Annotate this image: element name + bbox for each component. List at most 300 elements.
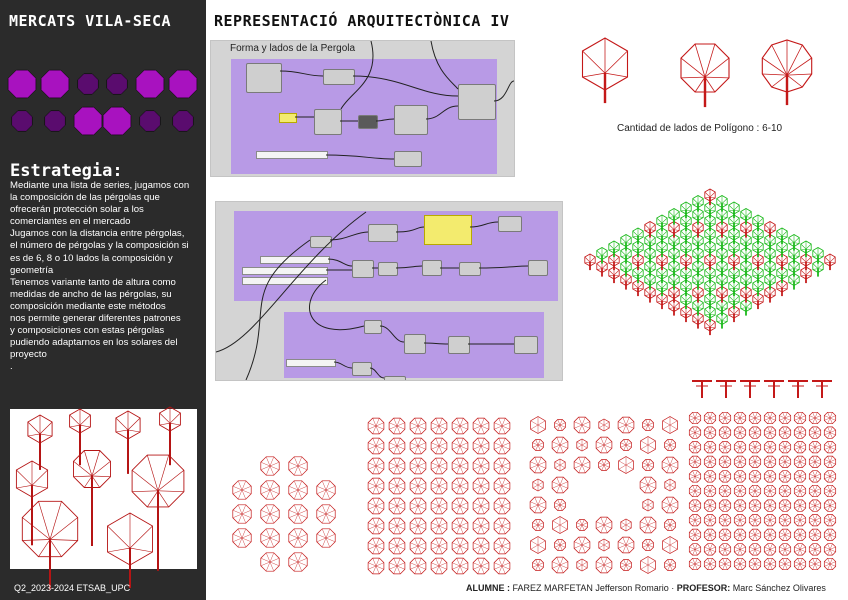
octagon-swatch — [169, 70, 197, 98]
pergola-rib — [777, 244, 782, 249]
pergola-rib — [762, 58, 787, 75]
pergola-rib — [710, 218, 715, 223]
pergola-rib — [729, 309, 734, 314]
pergola-rib — [681, 309, 686, 314]
project-title: MERCATS VILA-SECA — [9, 12, 172, 30]
pergola-plan-spoke — [648, 441, 655, 445]
pergola-rib — [734, 244, 739, 249]
pergola-rib — [787, 74, 812, 75]
pergola-rib — [729, 205, 734, 210]
pergola-plan-spoke — [538, 421, 545, 425]
pergola-rib — [705, 322, 710, 327]
pergola-plan-spoke — [670, 541, 677, 545]
pergola-plan-spoke — [670, 482, 675, 485]
pergola-rib — [686, 309, 691, 314]
credits — [466, 583, 826, 593]
pergola-rib — [621, 264, 626, 269]
pergola-rib — [705, 283, 710, 288]
pergola-rib — [695, 44, 705, 77]
definition-label: Forma y lados de la Pergola — [230, 43, 356, 54]
pergola-rib — [657, 257, 662, 262]
pergola-rib — [770, 290, 775, 295]
pergola-rib — [650, 251, 655, 256]
plan-pattern-1 — [228, 452, 346, 572]
strategy-line: Tenemos variante tanto de altura como — [10, 276, 176, 288]
pergola-plan-spoke — [670, 421, 677, 425]
pergola-rib — [698, 316, 703, 321]
pergola-plan-spoke — [626, 522, 631, 525]
pergola-rib — [681, 231, 686, 236]
pergola-rib — [753, 270, 758, 275]
pergola-rib — [801, 244, 806, 249]
pergola-rib — [681, 77, 705, 78]
pergola-rib — [650, 238, 655, 243]
pergola-plan-spoke — [641, 445, 648, 449]
pergola-rib — [770, 238, 775, 243]
pergola-plan-spoke — [626, 461, 633, 465]
strategy-line: la composición de las pérgolas que — [10, 192, 160, 204]
pergola-rib — [669, 225, 674, 230]
pergola-rib — [729, 244, 734, 249]
strategy-line: es de 6, 8 o 10 lados la composición y — [10, 252, 173, 264]
pergola-rib — [746, 212, 751, 217]
pergola-rib — [693, 303, 698, 308]
pergola-plan-spoke — [560, 465, 565, 468]
pergola-rib — [729, 296, 734, 301]
pergola-rib — [722, 238, 727, 243]
credits-separator: · — [671, 583, 675, 593]
pergola-rib — [782, 283, 787, 288]
pergola-rib — [662, 270, 667, 275]
pergola-rib — [621, 238, 626, 243]
pergola-rib — [741, 290, 746, 295]
pergola-rib — [770, 251, 775, 256]
octagon-swatch — [136, 70, 164, 98]
pergola-rib — [638, 283, 643, 288]
pergola-plan-spoke — [670, 485, 675, 488]
pergola-rib — [609, 270, 614, 275]
octagon-swatch — [78, 74, 98, 94]
pergola-rib — [777, 231, 782, 236]
pergola-rib — [605, 51, 628, 73]
pergola-rib — [777, 283, 782, 288]
pergola-rib — [741, 303, 746, 308]
pergola-rib — [717, 264, 722, 269]
pergola-rib — [645, 277, 650, 282]
octagon-swatch — [74, 107, 102, 135]
pergola-rib — [753, 296, 758, 301]
pergola-rib — [662, 218, 667, 223]
pergola-rib — [741, 251, 746, 256]
pergola-rib — [765, 290, 770, 295]
pergola-rib — [717, 238, 722, 243]
pergola-rib — [674, 264, 679, 269]
pergola-rib — [650, 277, 655, 282]
gh-wires — [211, 41, 514, 176]
pergola-rib — [657, 244, 662, 249]
pergola-plan-spoke — [553, 525, 560, 529]
pergola-rib — [633, 283, 638, 288]
pergola-rib — [633, 231, 638, 236]
pergola-rib — [801, 270, 806, 275]
pergola-plan-spoke — [604, 542, 609, 545]
pergola-rib — [789, 277, 794, 282]
pergola-rib — [794, 238, 799, 243]
pergola-rib — [609, 244, 614, 249]
pergola-rib — [741, 238, 746, 243]
strategy-line: . — [10, 361, 13, 373]
gh-wires — [216, 202, 562, 380]
pergola-rib — [753, 218, 758, 223]
pergola-plan-spoke — [560, 521, 567, 525]
pergola-rib — [705, 244, 710, 249]
pergola-rib — [729, 218, 734, 223]
pergola-plan-spoke — [577, 442, 582, 445]
pergola-plan-spoke — [538, 482, 543, 485]
pergola-rib — [621, 277, 626, 282]
octagon-swatches — [0, 0, 206, 150]
pergola-rib — [705, 77, 715, 92]
pergola-rib — [794, 264, 799, 269]
strategy-line: pudiendo adaptarnos en los solares del — [10, 337, 178, 349]
pergola-rib — [614, 270, 619, 275]
pergola-rib — [782, 257, 787, 262]
octagon-swatch — [41, 70, 69, 98]
pergola-plan-spoke — [621, 525, 626, 528]
pergola-rib — [772, 45, 787, 75]
pergola-rib — [789, 264, 794, 269]
grasshopper-definition-2 — [215, 201, 563, 381]
pergola-rib — [777, 257, 782, 262]
pergola-rib — [746, 264, 751, 269]
pergola-rib — [722, 251, 727, 256]
pergola-rib — [729, 283, 734, 288]
pergola-rib — [710, 244, 715, 249]
pergola-rib — [597, 251, 602, 256]
pergola-rib — [710, 205, 715, 210]
pergola-rib — [657, 270, 662, 275]
pergola-rib — [758, 283, 763, 288]
pergola-rib — [782, 270, 787, 275]
pergola-rib — [746, 238, 751, 243]
pergola-plan-spoke — [538, 485, 543, 488]
strategy-line: y composiciones con estas pérgolas — [10, 325, 165, 337]
pergola-render-image — [10, 409, 197, 569]
pergola-plan-spoke — [641, 561, 648, 565]
strategy-line: el número de pérgolas y la composición si — [10, 240, 189, 252]
pergola-rib — [787, 75, 802, 87]
pergola-rib — [765, 264, 770, 269]
pergola-rib — [602, 264, 607, 269]
pergola-rib — [765, 225, 770, 230]
strategy-line: Jugamos con la distancia entre pérgolas, — [10, 228, 185, 240]
pergola-rib — [693, 277, 698, 282]
pergola-rib — [758, 231, 763, 236]
pergola-rib — [650, 290, 655, 295]
pergola-rib — [621, 251, 626, 256]
pergola-rib — [717, 225, 722, 230]
pergola-rib — [674, 225, 679, 230]
pergola-field-axonometric — [570, 180, 842, 340]
pergola-rib — [722, 212, 727, 217]
pergola-plan-spoke — [619, 465, 626, 469]
pergola-plan-spoke — [663, 425, 670, 429]
pergola-rib — [729, 231, 734, 236]
pergola-plan-spoke — [531, 425, 538, 429]
pergola-rib — [717, 212, 722, 217]
student-name: FAREZ MARFETAN Jefferson Romario — [512, 583, 669, 593]
pergola-rib — [787, 45, 802, 75]
pergola-rib — [753, 244, 758, 249]
pergola-rib — [787, 58, 812, 75]
pergola-rib — [669, 303, 674, 308]
pergola-plan-spoke — [599, 425, 604, 428]
pergola-plan-spoke — [577, 562, 582, 565]
pergola-rib — [705, 192, 710, 197]
pergola-rib — [698, 277, 703, 282]
pergola-rib — [674, 212, 679, 217]
pergola-plan-spoke — [648, 505, 653, 508]
pergola-elevation-row — [690, 376, 840, 400]
pergola-rib — [710, 270, 715, 275]
pergola-rib — [765, 238, 770, 243]
pergola-rib — [705, 77, 729, 78]
pergola-rib — [583, 73, 606, 77]
grasshopper-definition-1 — [210, 40, 515, 177]
pergola-rib — [782, 231, 787, 236]
pergola-rib — [698, 212, 703, 217]
pergola-rib — [693, 316, 698, 321]
pergola-rib — [717, 277, 722, 282]
pergola-rib — [674, 277, 679, 282]
pergola-rib — [626, 264, 631, 269]
pergola-rib — [693, 264, 698, 269]
pergola-plan-spoke — [619, 461, 626, 465]
pergola-rib — [693, 238, 698, 243]
pergola-rib — [753, 231, 758, 236]
pergola-plan-spoke — [582, 562, 587, 565]
pergola-rib — [583, 51, 606, 73]
pergola-rib — [710, 231, 715, 236]
pergola-rib — [609, 257, 614, 262]
pergola-plan-spoke — [604, 545, 609, 548]
pergola-rib — [746, 251, 751, 256]
octagon-swatch — [107, 74, 127, 94]
pergola-rib — [705, 231, 710, 236]
pergola-rib — [710, 322, 715, 327]
pergola-rib — [734, 283, 739, 288]
pergola-rib — [633, 244, 638, 249]
pergola-plan-spoke — [641, 565, 648, 569]
octagon-swatch — [140, 111, 160, 131]
strategy-line: proyecto — [10, 349, 47, 361]
pergola-rib — [705, 270, 710, 275]
pergola-plan-spoke — [560, 462, 565, 465]
pergola-plan-spoke — [641, 441, 648, 445]
pergola-rib — [734, 257, 739, 262]
pergola-rib — [674, 251, 679, 256]
pergola-rib — [681, 205, 686, 210]
pergola-rib — [638, 270, 643, 275]
pergola-rib — [722, 277, 727, 282]
octagon-swatch — [12, 111, 32, 131]
strategy-line: Mediante una lista de series, jugamos con — [10, 180, 190, 191]
pergola-rib — [782, 244, 787, 249]
pergola-plan-spoke — [531, 421, 538, 425]
pergola-rib — [762, 74, 787, 75]
strategy-heading: Estrategia: — [10, 161, 123, 181]
pergola-rib — [717, 290, 722, 295]
pergola-rib — [662, 283, 667, 288]
pergola-rib — [686, 205, 691, 210]
pergola-plan-spoke — [626, 465, 633, 469]
pergola-rib — [746, 290, 751, 295]
pergola-plan-spoke — [663, 541, 670, 545]
pergola-rib — [686, 296, 691, 301]
pergola-rib — [770, 225, 775, 230]
pergola-rib — [765, 251, 770, 256]
pergola-rib — [717, 303, 722, 308]
strategy-text — [10, 180, 202, 374]
pergola-rib — [741, 264, 746, 269]
pergola-rib — [705, 296, 710, 301]
pergola-rib — [645, 264, 650, 269]
pergola-plan-spoke — [648, 502, 653, 505]
pergola-rib — [734, 296, 739, 301]
pergola-rib — [806, 270, 811, 275]
pergola-plan-spoke — [577, 565, 582, 568]
pergola-plan-spoke — [604, 422, 609, 425]
professor-label: PROFESOR: — [676, 583, 731, 593]
pergola-rib — [633, 270, 638, 275]
pergola-rib — [722, 225, 727, 230]
pergola-rib — [681, 257, 686, 262]
pergola-rib — [710, 257, 715, 262]
pergola-rib — [657, 231, 662, 236]
pergola-rib — [674, 290, 679, 295]
pergola-rib — [806, 244, 811, 249]
pergola-rib — [645, 225, 650, 230]
pergola-rib — [789, 238, 794, 243]
pergola-rib — [753, 283, 758, 288]
pergola-rib — [789, 251, 794, 256]
pergola-rib — [746, 303, 751, 308]
polygon-sides-label: Cantidad de lados de Polígono : 6-10 — [617, 123, 783, 134]
pergola-rib — [758, 270, 763, 275]
pergola-rib — [806, 257, 811, 262]
pergola-rib — [693, 290, 698, 295]
pergola-rib — [686, 218, 691, 223]
pergola-rib — [650, 264, 655, 269]
strategy-line: composición mediante este métodos — [10, 300, 166, 312]
pergola-plan-spoke — [599, 545, 604, 548]
pergola-rib — [633, 257, 638, 262]
pergola-rib — [698, 303, 703, 308]
pergola-3d-views — [565, 42, 835, 118]
pergola-rib — [695, 77, 705, 92]
pergola-rib — [813, 264, 818, 269]
pergola-rib — [813, 251, 818, 256]
pergola-rib — [686, 270, 691, 275]
pergola-rib — [698, 290, 703, 295]
pergola-rib — [693, 199, 698, 204]
pergola-plan-spoke — [577, 445, 582, 448]
pergola-rib — [794, 277, 799, 282]
octagon-swatch — [173, 111, 193, 131]
octagon-swatch — [103, 107, 131, 135]
pergola-rib — [717, 251, 722, 256]
pergola-rib — [801, 257, 806, 262]
pergola-plan-spoke — [643, 502, 648, 505]
strategy-line: geometría — [10, 264, 54, 276]
pergola-rib — [645, 251, 650, 256]
pergola-rib — [770, 264, 775, 269]
pergola-rib — [686, 283, 691, 288]
strategy-line: comerciantes en el mercado — [10, 216, 131, 228]
pergola-rib — [681, 218, 686, 223]
pergola-rib — [825, 257, 830, 262]
pergola-rib — [729, 270, 734, 275]
pergola-rib — [585, 257, 590, 262]
pergola-rib — [657, 218, 662, 223]
pergola-rib — [710, 192, 715, 197]
pergola-rib — [753, 257, 758, 262]
pergola-rib — [818, 264, 823, 269]
pergola-rib — [686, 257, 691, 262]
pergola-rib — [681, 270, 686, 275]
pergola-plan-spoke — [670, 425, 677, 429]
pergola-rib — [734, 231, 739, 236]
pergola-rib — [645, 238, 650, 243]
pergola-rib — [705, 205, 710, 210]
pergola-rib — [698, 251, 703, 256]
pergola-rib — [669, 264, 674, 269]
pergola-plan-spoke — [663, 421, 670, 425]
pergola-rib — [722, 290, 727, 295]
pergola-rib — [662, 257, 667, 262]
pergola-rib — [741, 212, 746, 217]
pergola-plan-spoke — [538, 541, 545, 545]
pergola-rib — [734, 270, 739, 275]
pergola-rib — [686, 244, 691, 249]
pergola-rib — [758, 257, 763, 262]
pergola-plan-spoke — [538, 425, 545, 429]
octagon-swatch — [8, 70, 36, 98]
pergola-rib — [705, 44, 715, 77]
pergola-rib — [734, 218, 739, 223]
pergola-plan-spoke — [665, 482, 670, 485]
pergola-rib — [605, 73, 628, 77]
pergola-rib — [710, 283, 715, 288]
pergola-plan-spoke — [599, 542, 604, 545]
pergola-rib — [662, 244, 667, 249]
pergola-plan-spoke — [670, 545, 677, 549]
pergola-rib — [705, 257, 710, 262]
pergola-rib — [681, 296, 686, 301]
pergola-rib — [705, 218, 710, 223]
pergola-rib — [614, 257, 619, 262]
octagon-swatch — [45, 111, 65, 131]
pergola-rib — [662, 296, 667, 301]
pergola-plan-spoke — [604, 425, 609, 428]
pergola-rib — [722, 199, 727, 204]
pergola-rib — [710, 296, 715, 301]
plan-pattern-2 — [366, 414, 514, 574]
pergola-plan-spoke — [531, 541, 538, 545]
pergola-rib — [758, 244, 763, 249]
pergola-rib — [626, 251, 631, 256]
pergola-rib — [705, 309, 710, 314]
